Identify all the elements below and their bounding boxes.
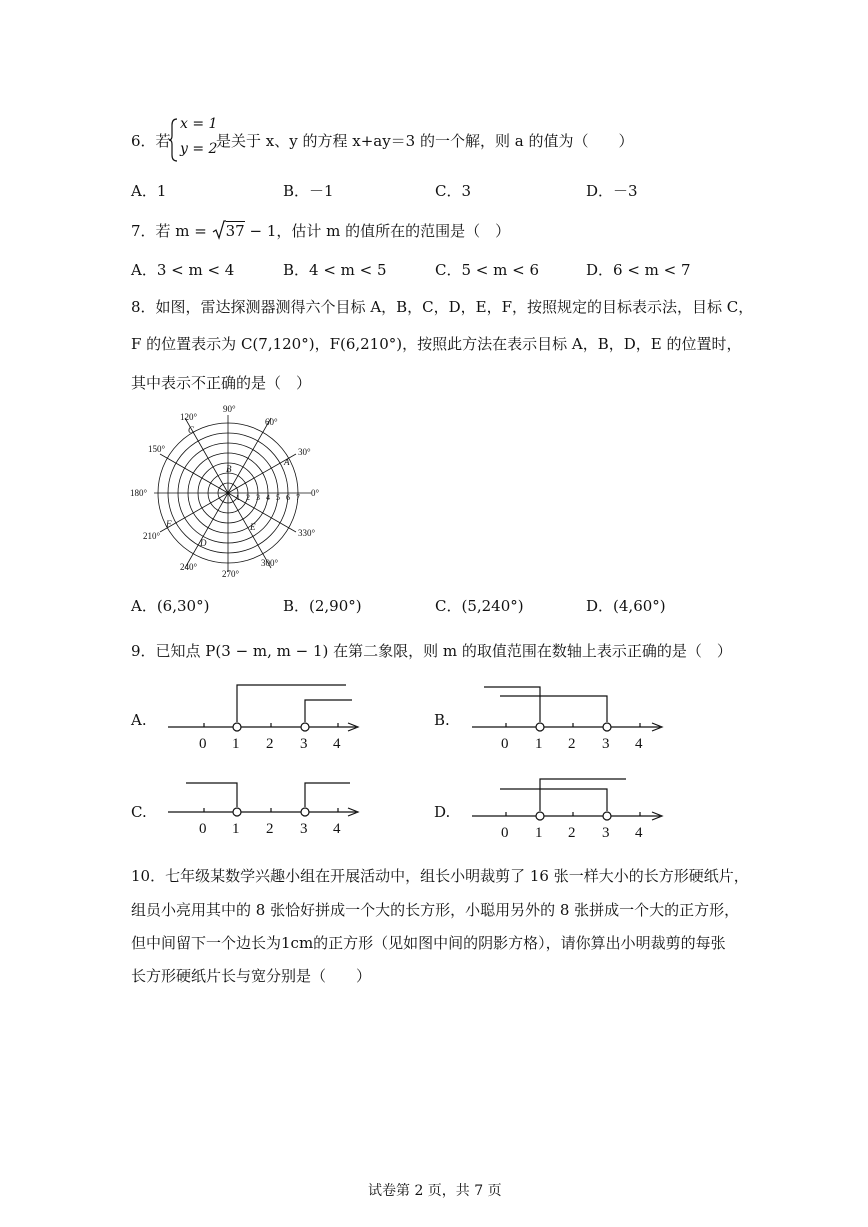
axis-a-tick-2: 2: [266, 736, 274, 752]
axis-b-tick-3: 3: [602, 736, 610, 752]
q6-number: 6．若: [131, 132, 171, 150]
axis-d-tick-1: 1: [535, 825, 543, 841]
q6-option-b: B．－1: [283, 182, 334, 200]
radar-angle-270: 270°: [222, 569, 240, 579]
axis-c-tick-4: 4: [333, 821, 341, 837]
q7-option-d: D．6 < m < 7: [586, 261, 691, 279]
radar-angle-180: 180°: [130, 488, 148, 498]
q8-option-a: A．(6,30°): [131, 597, 210, 615]
q9-option-c-label: C.: [131, 803, 147, 821]
q7-stem-prefix: 7．若 m =: [131, 222, 212, 240]
number-line-d: [464, 770, 674, 845]
radar-angle-210: 210°: [143, 531, 161, 541]
axis-b-tick-4: 4: [635, 736, 643, 752]
q8-line3: 其中表示不正确的是（ ）: [131, 374, 312, 392]
q6-stem: 是关于 x、y 的方程 x+ay＝3 的一个解，则 a 的值为（ ）: [216, 132, 634, 150]
radar-angle-30: 30°: [298, 447, 311, 457]
q7-stem-suffix: − 1，估计 m 的值所在的范围是（ ）: [244, 222, 511, 240]
q7-stem: [131, 220, 510, 241]
q6-brace: [168, 117, 178, 167]
q10-line2: 组员小亮用其中的 8 张恰好拼成一个大的长方形，小聪用另外的 8 张拼成一个大的正方形，: [131, 901, 740, 919]
q6-system-line2: y = 2: [180, 141, 218, 157]
radar-ring-5: 5: [276, 493, 280, 502]
axis-c-tick-0: 0: [199, 821, 207, 837]
number-line-a: [160, 678, 370, 753]
q7-option-b: B．4 < m < 5: [283, 261, 387, 279]
q8-line2: F 的位置表示为 C(7,120°)，F(6,210°)，按照此方法在表示目标 A，B，D，E 的位置时，: [131, 335, 742, 353]
radar-target-c: C: [188, 425, 195, 435]
axis-a-tick-4: 4: [333, 736, 341, 752]
radar-figure: [128, 400, 328, 585]
radar-angle-240: 240°: [180, 562, 198, 572]
q8-option-d: D．(4,60°): [586, 597, 666, 615]
radar-ring-4: 4: [266, 493, 270, 502]
q10-line4: 长方形硬纸片长与宽分别是（ ）: [131, 967, 372, 985]
number-line-b: [464, 678, 674, 753]
q6-system-line1: x = 1: [180, 116, 218, 132]
q10-line1: 10．七年级某数学兴趣小组在开展活动中，组长小明裁剪了 16 张一样大小的长方形硬纸片，: [131, 867, 749, 885]
radar-angle-300: 300°: [261, 558, 279, 568]
q7-option-c: C．5 < m < 6: [435, 261, 539, 279]
radar-target-b: B: [226, 464, 232, 474]
q8-option-b: B．(2,90°): [283, 597, 362, 615]
axis-c-tick-2: 2: [266, 821, 274, 837]
axis-c-tick-1: 1: [232, 821, 240, 837]
q6-option-d: D．－3: [586, 182, 638, 200]
axis-a-tick-0: 0: [199, 736, 207, 752]
axis-c-tick-3: 3: [300, 821, 308, 837]
q9-option-b-label: B.: [434, 711, 450, 729]
q9-stem: 9．已知点 P(3 − m, m − 1) 在第二象限，则 m 的取值范围在数轴上表示正确的是（ ）: [131, 642, 732, 660]
radar-target-f: F: [166, 519, 172, 529]
sqrt-sign-icon: [212, 220, 226, 241]
axis-b-tick-2: 2: [568, 736, 576, 752]
q7-radicand: 37: [225, 222, 245, 240]
radar-angle-330: 330°: [298, 528, 316, 538]
q7-option-a: A．3 < m < 4: [131, 261, 235, 279]
q8-line1: 8．如图，雷达探测器测得六个目标 A，B，C，D，E，F，按照规定的目标表示法，目标 C，: [131, 298, 754, 316]
axis-d-tick-0: 0: [501, 825, 509, 841]
q8-option-c: C．(5,240°): [435, 597, 524, 615]
radar-target-d: D: [200, 538, 207, 548]
axis-d-tick-3: 3: [602, 825, 610, 841]
radar-angle-0: 0°: [311, 488, 320, 498]
radar-ring-6: 6: [286, 493, 290, 502]
radar-angle-60: 60°: [265, 417, 278, 427]
q10-line3: 但中间留下一个边长为1cm的正方形（见如图中间的阴影方格），请你算出小明裁剪的每张: [131, 934, 726, 952]
radar-ring-7: 7: [296, 493, 300, 502]
axis-b-tick-1: 1: [535, 736, 543, 752]
radar-target-e: E: [250, 522, 256, 532]
q9-option-a-label: A.: [131, 711, 147, 729]
radar-target-a: A: [284, 457, 290, 467]
q6-option-a: A．1: [131, 182, 167, 200]
axis-b-tick-0: 0: [501, 736, 509, 752]
q9-option-d-label: D.: [434, 803, 451, 821]
radar-ring-3: 3: [256, 493, 260, 502]
axis-d-tick-2: 2: [568, 825, 576, 841]
number-line-c: [160, 770, 370, 845]
q6-option-c: C．3: [435, 182, 472, 200]
radar-angle-90: 90°: [223, 404, 236, 414]
axis-a-tick-3: 3: [300, 736, 308, 752]
radar-ring-1: 1: [236, 493, 240, 502]
radar-angle-150: 150°: [148, 444, 166, 454]
radar-ring-2: 2: [246, 493, 250, 502]
radar-angle-120: 120°: [180, 412, 198, 422]
axis-a-tick-1: 1: [232, 736, 240, 752]
page-footer: 试卷第 2 页，共 7 页: [368, 1183, 502, 1199]
axis-d-tick-4: 4: [635, 825, 643, 841]
